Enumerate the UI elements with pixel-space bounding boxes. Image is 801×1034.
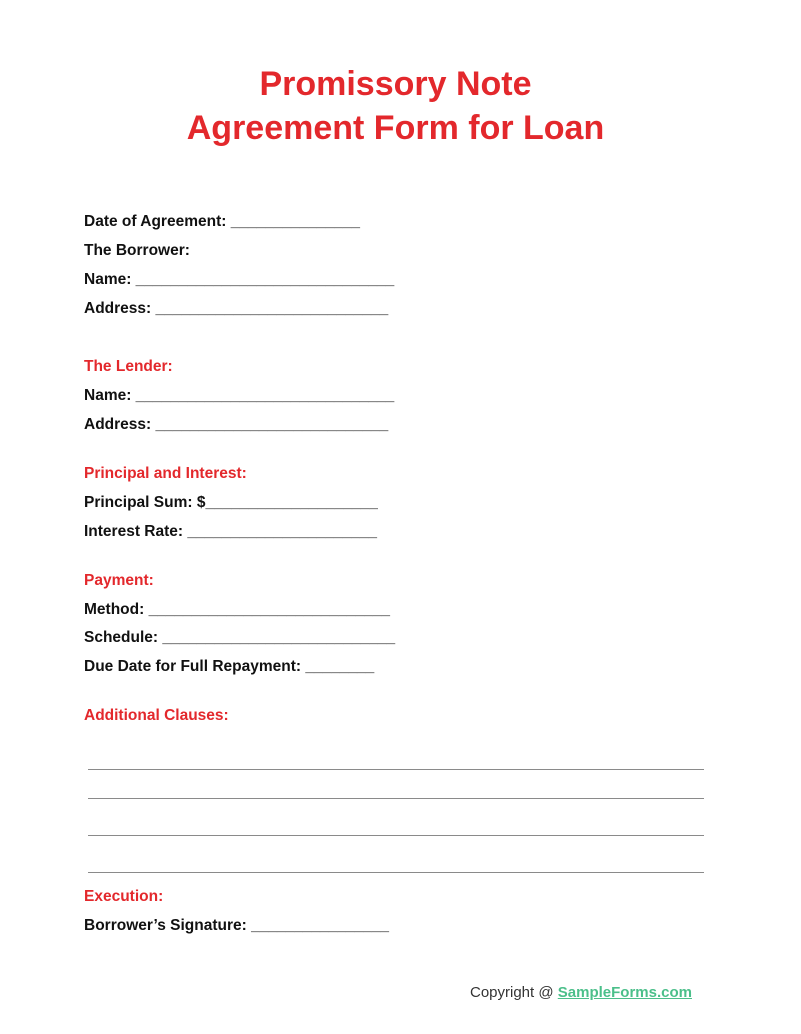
additional-clauses-heading: Additional Clauses:	[84, 707, 229, 724]
clause-line-4[interactable]	[88, 872, 704, 873]
copyright-footer	[470, 984, 692, 1001]
borrower-signature-field[interactable]: Borrower’s Signature: ________________	[84, 917, 390, 934]
interest-rate-field[interactable]: Interest Rate: ______________________	[84, 523, 378, 540]
brand-link[interactable]: SampleForms.com	[557, 984, 692, 1001]
payment-heading: Payment:	[84, 572, 154, 589]
clause-line-1[interactable]	[88, 769, 704, 770]
execution-heading: Execution:	[84, 888, 164, 905]
lender-name-field[interactable]: Name: ______________________________	[84, 387, 395, 404]
lender-address-field[interactable]: Address: ___________________________	[84, 416, 389, 433]
principal-interest-heading: Principal and Interest:	[84, 465, 247, 482]
due-date-field[interactable]: Due Date for Full Repayment: ________	[84, 658, 375, 675]
title-line-2: Agreement Form for Loan	[186, 109, 605, 147]
payment-method-field[interactable]: Method: ____________________________	[84, 601, 390, 618]
clause-line-3[interactable]	[88, 835, 704, 836]
borrower-address-field[interactable]: Address: ___________________________	[84, 300, 389, 317]
borrower-label: The Borrower:	[84, 242, 190, 259]
title-line-1: Promissory Note	[259, 65, 532, 103]
lender-heading: The Lender:	[84, 358, 173, 375]
principal-sum-field[interactable]: Principal Sum: $____________________	[84, 494, 378, 511]
borrower-name-field[interactable]: Name: ______________________________	[84, 271, 395, 288]
clause-line-2[interactable]	[88, 798, 704, 799]
payment-schedule-field[interactable]: Schedule: ___________________________	[84, 629, 396, 646]
date-of-agreement-field[interactable]: Date of Agreement: _______________	[84, 213, 361, 230]
document-title	[0, 62, 791, 150]
copyright-text: Copyright @	[470, 984, 558, 1001]
